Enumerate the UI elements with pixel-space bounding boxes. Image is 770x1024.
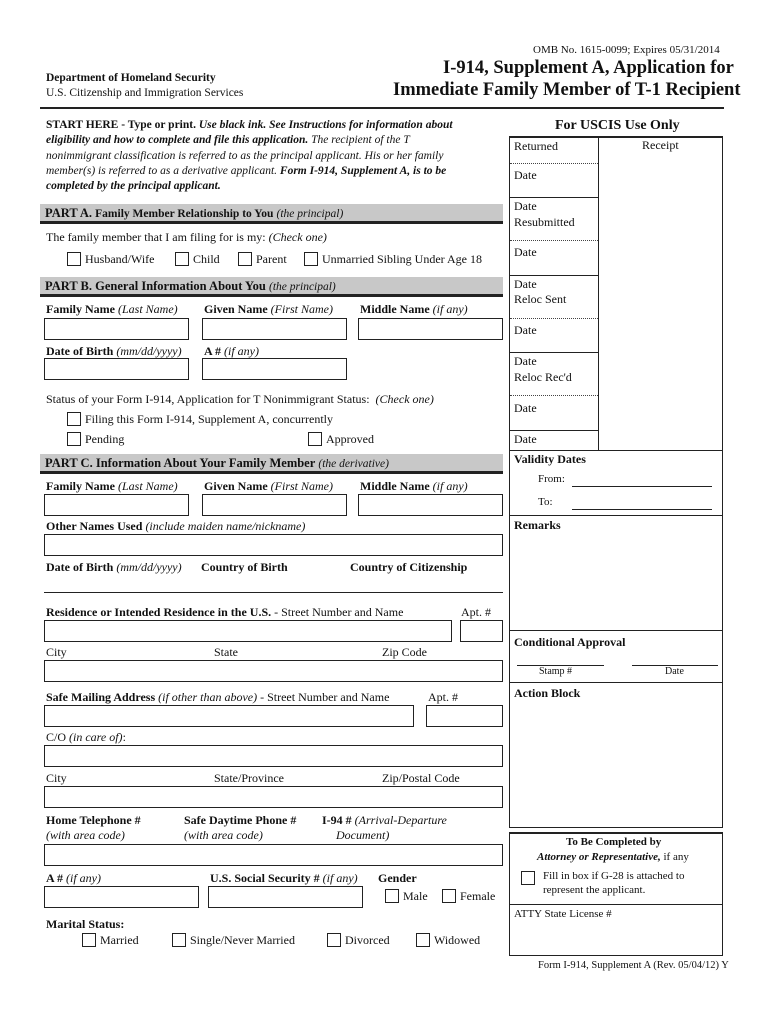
part-c-header bbox=[40, 454, 503, 474]
intro-start: START HERE - Type or print. bbox=[46, 119, 196, 131]
part-a-header bbox=[40, 204, 503, 224]
c-ssn-label: U.S. Social Security # (if any) bbox=[210, 871, 358, 885]
c-i94-label: I-94 # (Arrival-Departure bbox=[322, 813, 447, 827]
uscis-reloc-recd: Reloc Rec'd bbox=[514, 370, 572, 384]
c-home-tel-note: (with area code) bbox=[46, 828, 125, 842]
uscis-validity: Validity Dates bbox=[514, 452, 586, 466]
intro-line2-bold: eligibility and how to complete and file this application. bbox=[46, 134, 309, 147]
form-title-line2: Immediate Family Member of T-1 Recipient bbox=[393, 80, 741, 100]
c-apt2-label: Apt. # bbox=[428, 690, 458, 704]
uscis-title: For USCIS Use Only bbox=[555, 118, 680, 133]
intro-line5: completed by the principal applicant. bbox=[46, 180, 221, 193]
reloc-recd-divider bbox=[510, 395, 598, 396]
b-family-name-input[interactable] bbox=[44, 318, 189, 340]
c-mailing-label: Safe Mailing Address (if other than above) - Street Number and Name bbox=[46, 690, 390, 704]
uscis-conditional: Conditional Approval bbox=[514, 635, 626, 649]
c-home-tel-label: Home Telephone # bbox=[46, 813, 141, 827]
b-middle-name-label: Middle Name (if any) bbox=[360, 302, 468, 316]
b-anum-input[interactable] bbox=[202, 358, 347, 380]
option-married: Married bbox=[100, 933, 139, 947]
intro-line1: Use black ink. See Instructions for information about bbox=[198, 119, 453, 131]
b-middle-name-input[interactable] bbox=[358, 318, 503, 340]
uscis-line-4 bbox=[510, 430, 598, 431]
uscis-date-2: Date bbox=[514, 199, 537, 213]
uscis-date-4: Date bbox=[514, 277, 537, 291]
c-i94-note: Document) bbox=[336, 828, 390, 842]
c-dob-label: Date of Birth (mm/dd/yyyy) bbox=[46, 560, 182, 574]
returned-divider bbox=[510, 163, 598, 164]
part-b-title: General Information About You bbox=[95, 279, 266, 293]
checkbox-parent[interactable] bbox=[238, 252, 252, 266]
c-day-tel-label: Safe Daytime Phone # bbox=[184, 813, 297, 827]
c-apt-label: Apt. # bbox=[461, 605, 491, 619]
part-b-header bbox=[40, 277, 503, 297]
form-footer: Form I-914, Supplement A (Rev. 05/04/12) Y bbox=[538, 960, 729, 971]
part-a-question-note: (Check one) bbox=[268, 230, 327, 244]
b-dob-label: Date of Birth (mm/dd/yyyy) bbox=[46, 344, 182, 358]
uscis-line-3 bbox=[510, 352, 598, 353]
intro-line4a: member(s) is referred to as a derivative applicant. bbox=[46, 164, 278, 177]
intro-line3: nonimmigrant classification is referred to as the principal applicant. His or her family bbox=[46, 149, 444, 162]
b-status-question: Status of your Form I-914, Application for T Nonimmigrant Status: (Check one) bbox=[46, 392, 434, 406]
uscis-date-1: Date bbox=[514, 168, 537, 182]
uscis-date-7: Date bbox=[514, 401, 537, 415]
c-middle-name-input[interactable] bbox=[358, 494, 503, 516]
c-apt2-input[interactable] bbox=[426, 705, 503, 727]
option-pending: Pending bbox=[85, 432, 125, 446]
c-city-label: City bbox=[46, 645, 67, 659]
option-male: Male bbox=[403, 889, 428, 903]
intro-line4b: Form I-914, Supplement A, is to be bbox=[279, 164, 447, 177]
part-a-question-text: The family member that I am filing for is my: bbox=[46, 230, 266, 244]
uscis-resubmitted: Resubmitted bbox=[514, 215, 575, 229]
option-single: Single/Never Married bbox=[190, 933, 295, 947]
uscis-date-6: Date bbox=[514, 354, 537, 368]
checkbox-g28[interactable] bbox=[521, 871, 535, 885]
uscis-date-small: Date bbox=[665, 666, 684, 677]
part-c-title: Information About Your Family Member bbox=[95, 456, 316, 470]
checkbox-approved[interactable] bbox=[308, 432, 322, 446]
attorney-title: To Be Completed by bbox=[566, 836, 662, 848]
checkbox-married[interactable] bbox=[82, 933, 96, 947]
validity-to-line[interactable] bbox=[572, 509, 712, 510]
c-city2-input[interactable] bbox=[44, 786, 503, 808]
validity-from-line[interactable] bbox=[572, 486, 712, 487]
option-divorced: Divorced bbox=[345, 933, 390, 947]
c-given-name-input[interactable] bbox=[202, 494, 347, 516]
c-other-names-label: Other Names Used (include maiden name/nickname) bbox=[46, 519, 306, 533]
c-marital-label: Marital Status: bbox=[46, 917, 125, 931]
part-a-title-note: (the principal) bbox=[276, 208, 344, 220]
omb-number: OMB No. 1615-0099; Expires 05/31/2014 bbox=[533, 44, 720, 56]
option-unmarried-sibling: Unmarried Sibling Under Age 18 bbox=[322, 252, 482, 266]
c-day-tel-note: (with area code) bbox=[184, 828, 263, 842]
c-phone-input[interactable] bbox=[44, 844, 503, 866]
checkbox-child[interactable] bbox=[175, 252, 189, 266]
c-gender-label: Gender bbox=[378, 871, 417, 885]
resubmitted-divider bbox=[510, 240, 598, 241]
option-filing-concurrently: Filing this Form I-914, Supplement A, concurrently bbox=[85, 412, 333, 426]
c-state-province-label: State/Province bbox=[214, 771, 284, 785]
uscis-line-8 bbox=[510, 682, 723, 683]
agency-name: U.S. Citizenship and Immigration Services bbox=[46, 87, 244, 99]
c-mailing-input[interactable] bbox=[44, 705, 414, 727]
checkbox-single[interactable] bbox=[172, 933, 186, 947]
intro-line2: The recipient of the T bbox=[311, 134, 410, 147]
uscis-receipt: Receipt bbox=[642, 138, 679, 152]
option-parent: Parent bbox=[256, 252, 287, 266]
checkbox-pending[interactable] bbox=[67, 432, 81, 446]
receipt-divider bbox=[598, 137, 599, 450]
c-apt-input[interactable] bbox=[460, 620, 503, 642]
checkbox-filing-concurrently[interactable] bbox=[67, 412, 81, 426]
part-a-title: Family Member Relationship to You bbox=[95, 208, 274, 220]
c-residence-label: Residence or Intended Residence in the U.S. - Street Number and Name bbox=[46, 605, 404, 619]
attorney-divider bbox=[510, 904, 723, 905]
option-husband-wife: Husband/Wife bbox=[85, 252, 155, 266]
c-state-label: State bbox=[214, 645, 238, 659]
c-family-name-input[interactable] bbox=[44, 494, 189, 516]
option-widowed: Widowed bbox=[434, 933, 481, 947]
uscis-line-6 bbox=[510, 515, 723, 516]
c-residence-input[interactable] bbox=[44, 620, 452, 642]
part-a-label: PART A. bbox=[45, 206, 93, 220]
b-given-name-label: Given Name (First Name) bbox=[204, 302, 333, 316]
uscis-date-8: Date bbox=[514, 432, 537, 446]
part-b-title-note: (the principal) bbox=[269, 281, 336, 293]
form-title-line1: I-914, Supplement A, Application for bbox=[443, 58, 734, 78]
c-country-citizenship-label: Country of Citizenship bbox=[350, 560, 468, 574]
c-ssn-input[interactable] bbox=[208, 886, 363, 908]
uscis-returned: Returned bbox=[514, 139, 558, 153]
uscis-action-block: Action Block bbox=[514, 686, 581, 700]
uscis-to: To: bbox=[538, 496, 553, 508]
c-co-input[interactable] bbox=[44, 745, 503, 767]
intro-instructions bbox=[46, 118, 506, 194]
c-anum-label: A # (if any) bbox=[46, 871, 102, 885]
option-child: Child bbox=[193, 252, 220, 266]
c-family-name-label: Family Name (Last Name) bbox=[46, 479, 178, 493]
uscis-line-5 bbox=[510, 450, 723, 451]
uscis-line-7 bbox=[510, 630, 723, 631]
c-dob-line[interactable] bbox=[44, 592, 503, 593]
part-c-title-note: (the derivative) bbox=[318, 458, 389, 470]
b-dob-input[interactable] bbox=[44, 358, 189, 380]
uscis-reloc-sent: Reloc Sent bbox=[514, 292, 567, 306]
uscis-stamp: Stamp # bbox=[539, 666, 573, 677]
checkbox-divorced[interactable] bbox=[327, 933, 341, 947]
checkbox-female[interactable] bbox=[442, 889, 456, 903]
c-city-state-zip-input[interactable] bbox=[44, 660, 503, 682]
atty-license: ATTY State License # bbox=[514, 908, 612, 920]
part-b-label: PART B. bbox=[45, 279, 93, 293]
b-given-name-input[interactable] bbox=[202, 318, 347, 340]
uscis-line-1 bbox=[510, 197, 598, 198]
part-a-question bbox=[46, 230, 327, 245]
c-zip-postal-label: Zip/Postal Code bbox=[382, 771, 460, 785]
uscis-line-2 bbox=[510, 275, 598, 276]
part-c-label: PART C. bbox=[45, 456, 93, 470]
reloc-sent-divider bbox=[510, 318, 598, 319]
checkbox-husband-wife[interactable] bbox=[67, 252, 81, 266]
checkbox-male[interactable] bbox=[385, 889, 399, 903]
c-co-label: C/O (in care of): bbox=[46, 730, 126, 744]
g28-line1: Fill in box if G-28 is attached to bbox=[543, 870, 685, 882]
b-family-name-label: Family Name (Last Name) bbox=[46, 302, 178, 316]
uscis-from: From: bbox=[538, 473, 565, 485]
uscis-date-3: Date bbox=[514, 245, 537, 259]
header-divider bbox=[40, 107, 724, 109]
c-middle-name-label: Middle Name (if any) bbox=[360, 479, 468, 493]
c-given-name-label: Given Name (First Name) bbox=[204, 479, 333, 493]
uscis-remarks: Remarks bbox=[514, 518, 561, 532]
option-approved: Approved bbox=[326, 432, 374, 446]
department-name: Department of Homeland Security bbox=[46, 72, 216, 84]
c-country-birth-label: Country of Birth bbox=[201, 560, 288, 574]
c-zip-label: Zip Code bbox=[382, 645, 427, 659]
b-anum-label: A # (if any) bbox=[204, 344, 260, 358]
checkbox-widowed[interactable] bbox=[416, 933, 430, 947]
checkbox-unmarried-sibling[interactable] bbox=[304, 252, 318, 266]
uscis-date-5: Date bbox=[514, 323, 537, 337]
attorney-line2: Attorney or Representative, if any bbox=[537, 851, 689, 863]
g28-line2: represent the applicant. bbox=[543, 884, 646, 896]
option-female: Female bbox=[460, 889, 496, 903]
c-city2-label: City bbox=[46, 771, 67, 785]
c-anum-input[interactable] bbox=[44, 886, 199, 908]
c-other-names-input[interactable] bbox=[44, 534, 503, 556]
